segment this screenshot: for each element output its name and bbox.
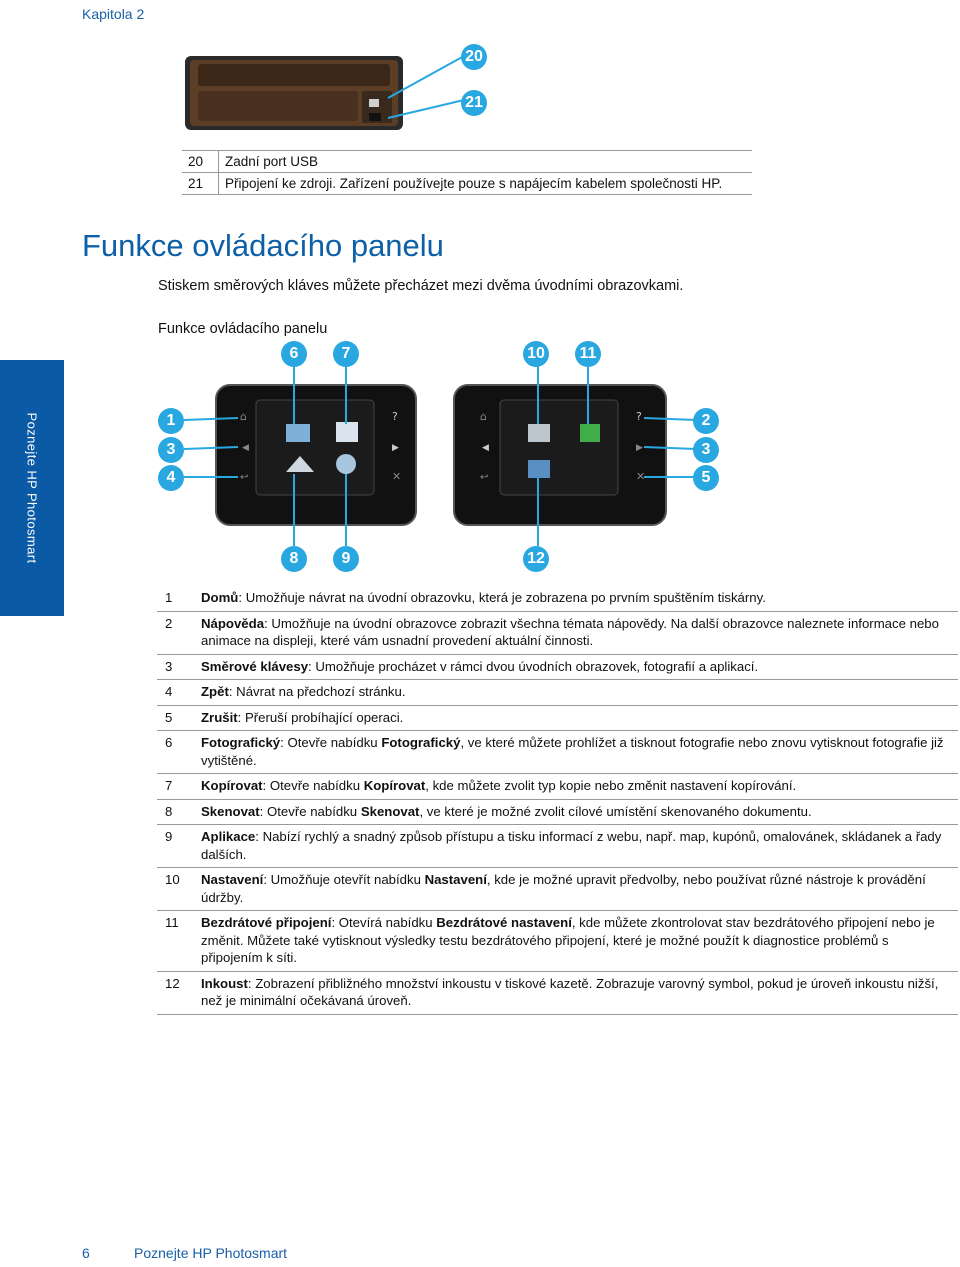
- legend-number: 11: [157, 911, 193, 972]
- side-tab-label: Poznejte HP Photosmart: [24, 412, 40, 564]
- side-tab: [0, 360, 64, 616]
- legend-number: 6: [157, 731, 193, 774]
- legend-term: Domů: [201, 590, 239, 605]
- callout-6: 6: [281, 341, 307, 367]
- svg-text:◀: ◀: [482, 443, 489, 453]
- legend-text: , kde je možné upravit předvolby, nebo používat různé nástroje k provádění údržby.: [201, 872, 926, 905]
- table-row: [157, 680, 958, 706]
- table-row: [157, 705, 958, 731]
- table-row: [157, 971, 958, 1014]
- legend-description: [193, 911, 958, 972]
- svg-text:⌂: ⌂: [240, 410, 247, 423]
- legend-description: [193, 825, 958, 868]
- legend-text: : Otevře nabídku: [262, 778, 364, 793]
- legend-text: , ve které je možné zvolit cílové umístění skenovaného dokumentu.: [419, 803, 812, 819]
- legend-term: Zpět: [201, 684, 229, 699]
- svg-text:?: ?: [636, 410, 642, 423]
- legend-text: : Umožňuje procházet v rámci dvou úvodních obrazovek, fotografií a aplikací.: [308, 658, 759, 674]
- svg-text:?: ?: [392, 410, 398, 423]
- legend-text: , ve které můžete prohlížet a tisknout fotografie nebo znovu vytisknout fotografie již vytištěné.: [201, 735, 944, 768]
- legend-text: : Návrat na předchozí stránku.: [228, 684, 406, 699]
- legend-term: Nastavení: [201, 872, 264, 887]
- port-description: Zadní port USB: [219, 151, 753, 173]
- legend-term: Bezdrátové připojení: [201, 915, 332, 930]
- callout-11: 11: [575, 341, 601, 367]
- legend-description: [193, 611, 958, 654]
- svg-text:↩: ↩: [240, 472, 249, 483]
- legend-term: Fotografický: [201, 735, 281, 750]
- legend-description: [193, 799, 958, 825]
- section-title: Funkce ovládacího panelu: [82, 228, 444, 263]
- legend-number: 8: [157, 799, 193, 825]
- control-panel-image: [150, 340, 750, 580]
- page-number: 6: [82, 1245, 90, 1261]
- table-row: [157, 611, 958, 654]
- legend-text: : Přeruší probíhající operaci.: [237, 709, 404, 725]
- svg-text:▶: ▶: [392, 443, 399, 453]
- legend-number: 5: [157, 705, 193, 731]
- legend-term: Bezdrátové nastavení: [436, 915, 572, 930]
- legend-text: : Otevírá nabídku: [331, 915, 437, 930]
- legend-text: : Umožňuje otevřít nabídku: [263, 872, 425, 887]
- port-number: 21: [182, 173, 219, 195]
- ports-table: [182, 150, 752, 195]
- port-description: Připojení ke zdroji. Zařízení používejte pouze s napájecím kabelem společnosti HP.: [219, 173, 753, 195]
- svg-text:✕: ✕: [636, 470, 646, 483]
- legend-term: Zrušit: [201, 709, 238, 725]
- legend-term: Skenovat: [360, 803, 420, 819]
- legend-text: : Otevře nabídku: [259, 803, 361, 819]
- callout-3-left: 3: [158, 437, 184, 463]
- svg-text:✕: ✕: [392, 470, 402, 483]
- legend-number: 3: [157, 654, 193, 680]
- table-row: [157, 586, 958, 611]
- callout-21: 21: [461, 90, 487, 116]
- legend-number: 1: [157, 586, 193, 611]
- legend-description: [193, 971, 958, 1014]
- callout-9: 9: [333, 546, 359, 572]
- legend-term: Skenovat: [201, 803, 260, 819]
- table-row: [157, 825, 958, 868]
- table-row: [157, 868, 958, 911]
- callout-7: 7: [333, 341, 359, 367]
- svg-text:↩: ↩: [480, 472, 489, 483]
- table-row: [157, 911, 958, 972]
- legend-number: 7: [157, 774, 193, 800]
- legend-number: 9: [157, 825, 193, 868]
- callout-1: 1: [158, 408, 184, 434]
- svg-text:⌂: ⌂: [480, 410, 487, 423]
- legend-term: Nápověda: [201, 615, 265, 631]
- legend-text: , kde můžete zvolit typ kopie nebo změnit nastavení kopírování.: [425, 778, 797, 793]
- legend-description: [193, 731, 958, 774]
- legend-description: [193, 586, 958, 611]
- legend-text: : Umožňuje na úvodní obrazovce zobrazit všechna témata nápovědy. Na další obrazovce naleznete informace nebo animace na displeji, které vám usnadní provedení aktuální činnosti.: [201, 615, 939, 648]
- table-row: [157, 799, 958, 825]
- callout-5: 5: [693, 465, 719, 491]
- legend-number: 10: [157, 868, 193, 911]
- legend-text: : Zobrazení přibližného množství inkoustu v tiskové kazetě. Zobrazuje varovný symbol, pokud je úroveň inkoustu nižší, než je minimální očekávaná úroveň.: [201, 975, 939, 1008]
- legend-term: Fotografický: [381, 735, 461, 750]
- legend-number: 12: [157, 971, 193, 1014]
- callout-3-right: 3: [693, 437, 719, 463]
- callout-10: 10: [523, 341, 549, 367]
- legend-description: [193, 654, 958, 680]
- legend-text: : Otevře nabídku: [280, 735, 382, 750]
- printer-back-image: [184, 55, 404, 131]
- table-row: [157, 731, 958, 774]
- legend-description: [193, 774, 958, 800]
- figure-caption: Funkce ovládacího panelu: [158, 321, 328, 337]
- legend-term: Nastavení: [424, 872, 487, 887]
- legend-term: Kopírovat: [201, 778, 263, 793]
- table-row: [157, 774, 958, 800]
- legend-text: : Nabízí rychlý a snadný způsob přístupu a tisku informací z webu, např. map, kupónů, omalovánek, skládanek a řady dalších.: [201, 829, 942, 862]
- svg-text:◀: ◀: [242, 443, 249, 453]
- legend-number: 4: [157, 680, 193, 706]
- legend-table: [157, 586, 958, 1015]
- callout-12: 12: [523, 546, 549, 572]
- legend-description: [193, 680, 958, 706]
- legend-term: Směrové klávesy: [201, 658, 309, 674]
- legend-text: , kde můžete zkontrolovat stav bezdrátového připojení nebo je změnit. Můžete také vytisknout výsledky testu bezdrátového připojení, které je možné použít k diagnostice problémů s připojením k síti.: [201, 915, 935, 965]
- port-number: 20: [182, 151, 219, 173]
- chapter-label: Kapitola 2: [82, 6, 145, 22]
- svg-text:▶: ▶: [636, 443, 643, 453]
- legend-description: [193, 868, 958, 911]
- callout-4: 4: [158, 465, 184, 491]
- table-row: [182, 151, 752, 173]
- callout-20: 20: [461, 44, 487, 70]
- legend-term: Inkoust: [201, 975, 248, 991]
- table-row: [182, 173, 752, 195]
- section-intro: Stiskem směrových kláves můžete přecházet mezi dvěma úvodními obrazovkami.: [158, 278, 684, 294]
- legend-text: : Umožňuje návrat na úvodní obrazovku, která je zobrazena po prvním spuštěním tiskárny.: [238, 590, 766, 605]
- legend-number: 2: [157, 611, 193, 654]
- footer-title: Poznejte HP Photosmart: [134, 1245, 288, 1261]
- legend-description: [193, 705, 958, 731]
- callout-2: 2: [693, 408, 719, 434]
- legend-term: Aplikace: [201, 829, 256, 844]
- callout-8: 8: [281, 546, 307, 572]
- table-row: [157, 654, 958, 680]
- legend-term: Kopírovat: [363, 778, 426, 793]
